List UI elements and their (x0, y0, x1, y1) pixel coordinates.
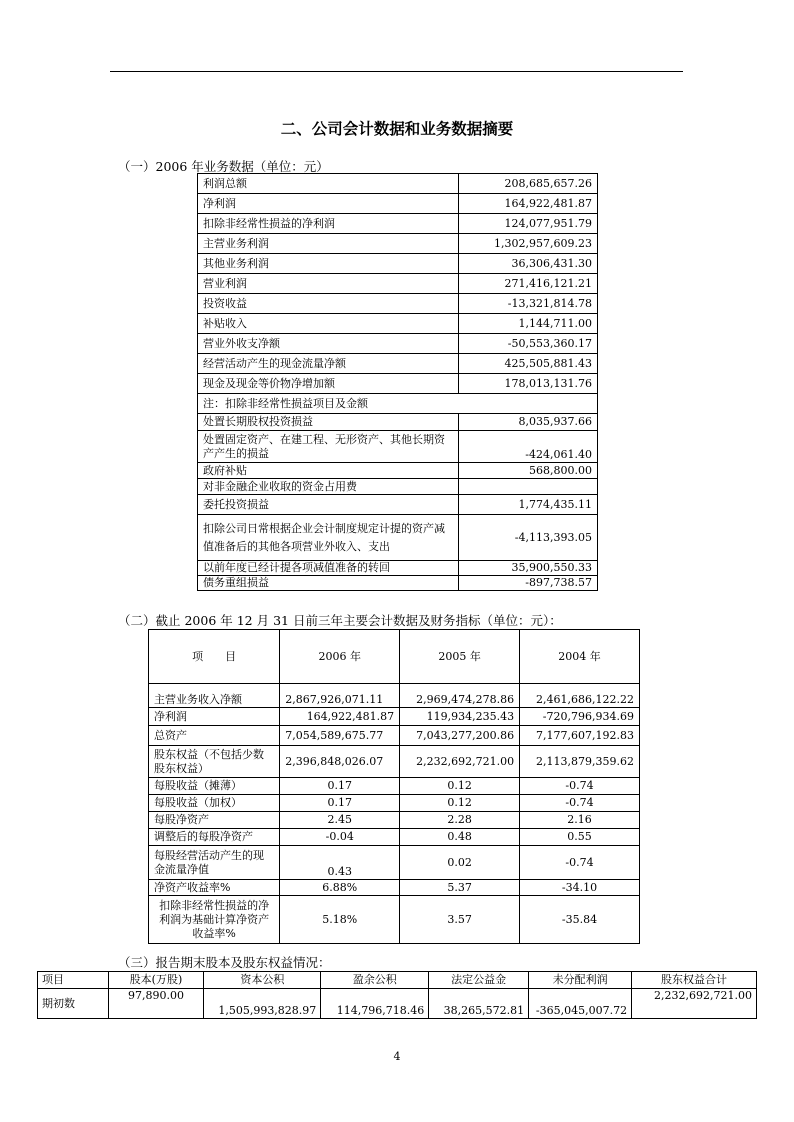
table-row: 净利润 164,922,481.87 119,934,235.43 -720,796,934.69 (149, 708, 640, 726)
table-row: 以前年度已经计提各项减值准备的转回 35,900,550.33 (198, 561, 598, 576)
section2-heading: （二）截止 2006 年 12 月 31 日前三年主要会计数据及财务指标（单位：元）： (118, 613, 562, 628)
note-row (198, 394, 598, 414)
note-text: 注：扣除非经常性损益项目及金额 (198, 394, 598, 414)
table-row: 债务重组损益 -897,738.57 (198, 576, 598, 591)
page-number: 4 (393, 1050, 401, 1063)
table-row: 主营业务收入净额 2,867,926,071.11 2,969,474,278.86 2,461,686,122.22 (149, 684, 640, 708)
table-row: 总资产 7,054,589,675.77 7,043,277,200.86 7,177,607,192.83 (149, 726, 640, 746)
table-row: 其他业务利润 36,306,431.30 (198, 254, 598, 274)
three-year-table (148, 629, 640, 944)
table-row: 每股收益（加权） 0.17 0.12 -0.74 (149, 795, 640, 812)
table-row: 股东权益（不包括少数股东权益） 2,396,848,026.07 2,232,692,721.00 2,113,879,359.62 (149, 746, 640, 778)
table-row: 期初数 97,890.00 1,505,993,828.97 114,796,718.46 38,265,572.81 -365,045,007.72 2,232,692,721.00 (38, 989, 757, 1019)
table-row: 现金及现金等价物净增加额 178,013,131.76 (198, 374, 598, 394)
table-header-row: 项目 股本(万股) 资本公积 盈余公积 法定公益金 未分配利润 股东权益合计 (38, 972, 757, 989)
table-row: 利润总额 208,685,657.26 (198, 174, 598, 194)
table-row: 经营活动产生的现金流量净额 425,505,881.43 (198, 354, 598, 374)
table-row: 主营业务利润 1,302,957,609.23 (198, 234, 598, 254)
section1-heading: （一）2006 年业务数据（单位：元） (118, 159, 329, 174)
table-row: 政府补贴 568,800.00 (198, 463, 598, 479)
table-row: 补贴收入 1,144,711.00 (198, 314, 598, 334)
business-data-table (197, 173, 598, 591)
table-header-row: 项 目 2006 年 2005 年 2004 年 (149, 630, 640, 684)
section3-heading: （三）报告期末股本及股东权益情况： (118, 955, 331, 970)
header-rule (110, 71, 683, 72)
table-row: 委托投资损益 1,774,435.11 (198, 495, 598, 515)
table-row: 每股收益（摊薄） 0.17 0.12 -0.74 (149, 778, 640, 795)
table-row: 每股经营活动产生的现金流量净值 0.43 0.02 -0.74 (149, 846, 640, 880)
table-row: 投资收益 -13,321,814.78 (198, 294, 598, 314)
table-row: 净资产收益率% 6.88% 5.37 -34.10 (149, 880, 640, 896)
table-row: 对非金融企业收取的资金占用费 (198, 479, 598, 495)
table-row: 处置固定资产、在建工程、无形资产、其他长期资产产生的损益 -424,061.40 (198, 431, 598, 463)
table-row: 营业外收支净额 -50,553,360.17 (198, 334, 598, 354)
table-row: 营业利润 271,416,121.21 (198, 274, 598, 294)
page-title: 二、公司会计数据和业务数据摘要 (280, 120, 514, 138)
table-row: 调整后的每股净资产 -0.04 0.48 0.55 (149, 829, 640, 846)
table-row: 扣除非经常性损益的净利润 124,077,951.79 (198, 214, 598, 234)
table-row: 扣除公司日常根据企业会计制度规定计提的资产减值准备后的其他各项营业外收入、支出 -4,113,393.05 (198, 515, 598, 561)
table-row: 扣除非经常性损益的净利润为基础计算净资产收益率% 5.18% 3.57 -35.84 (149, 896, 640, 944)
table-row: 每股净资产 2.45 2.28 2.16 (149, 812, 640, 829)
table-row: 净利润 164,922,481.87 (198, 194, 598, 214)
table-row: 处置长期股权投资损益 8,035,937.66 (198, 414, 598, 431)
equity-table (37, 971, 757, 1019)
